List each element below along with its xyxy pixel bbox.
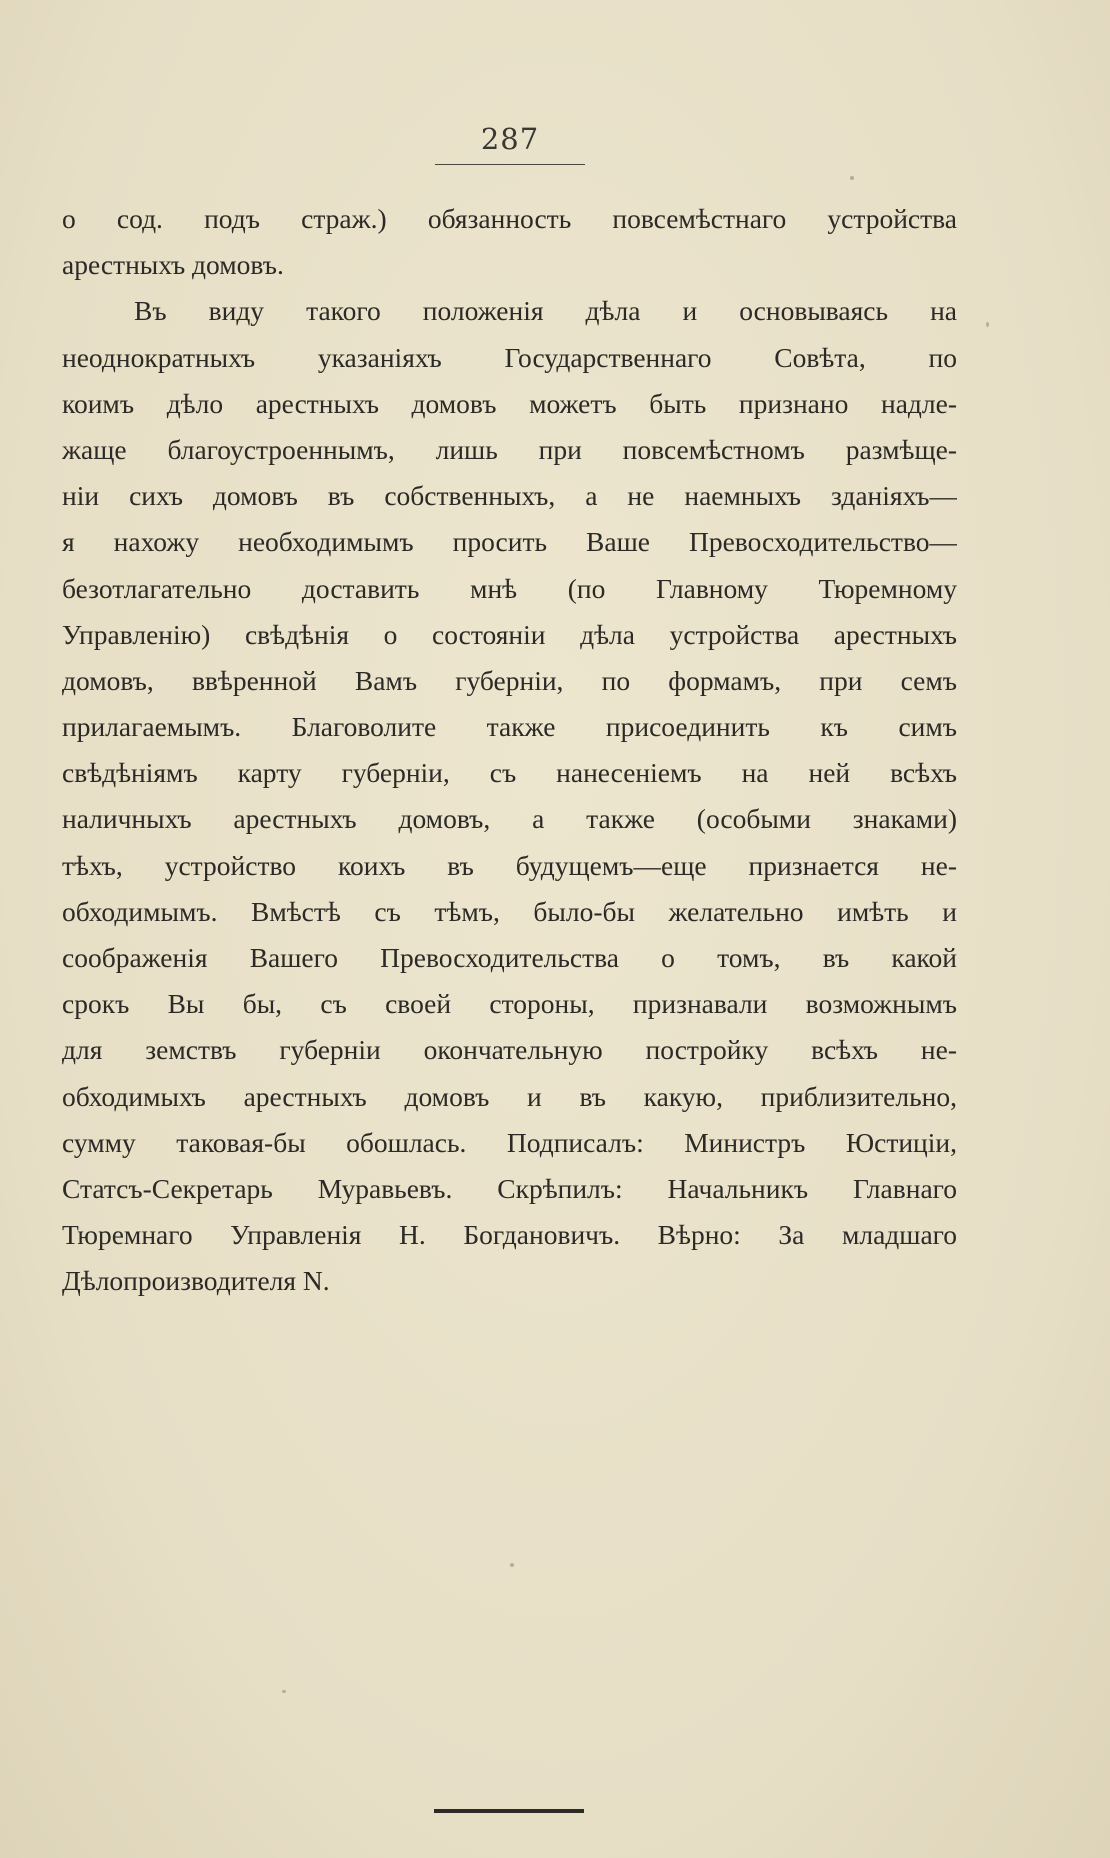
text-line: коимъ дѣло арестныхъ домовъ можетъ быть признано надле- [62,387,957,419]
paper-speck [510,1563,514,1567]
text-line: неоднократныхъ указаніяхъ Государственнаго Совѣта, по [62,341,957,373]
header-rule [435,164,585,165]
body-text [62,196,957,1305]
text-line: жаще благоустроеннымъ, лишь при повсемѣстномъ размѣще- [62,433,957,465]
paper-speck [986,322,989,327]
text-line: Статсъ-Секретарь Муравьевъ. Скрѣпилъ: Начальникъ Главнаго [62,1172,957,1204]
end-rule [434,1809,584,1813]
text-line: безотлагательно доставить мнѣ (по Главному Тюремному [62,572,957,604]
text-line: Въ виду такого положенія дѣла и основываясь на [134,295,957,327]
text-line: наличныхъ арестныхъ домовъ, а также (особыми знаками) [62,803,957,835]
text-line: обходимыхъ арестныхъ домовъ и въ какую, приблизительно, [62,1080,957,1112]
text-line: сумму таковая-бы обошлась. Подписалъ: Министръ Юстиціи, [62,1126,957,1158]
text-line: арестныхъ домовъ. [62,249,284,281]
paper-speck [282,1690,286,1693]
text-line: свѣдѣніямъ карту губерніи, съ нанесеніемъ на ней всѣхъ [62,757,957,789]
text-line: соображенія Вашего Превосходительства о томъ, въ какой [62,942,957,973]
text-line: я нахожу необходимымъ просить Ваше Превосходительство— [62,526,957,558]
text-line: домовъ, ввѣренной Вамъ губерніи, по формамъ, при семъ [62,664,957,696]
text-line: Управленію) свѣдѣнія о состояніи дѣла устройства арестныхъ [62,618,957,650]
text-line: о сод. подъ страж.) обязанность повсемѣстнаго устройства [62,203,957,234]
text-line: срокъ Вы бы, съ своей стороны, признавали возможнымъ [62,988,957,1020]
paper-speck [850,176,854,180]
text-line: ніи сихъ домовъ въ собственныхъ, а не наемныхъ зданіяхъ— [62,480,957,512]
text-line: Дѣлопроизводителя N. [62,1265,330,1297]
page-number: 287 [480,122,540,156]
text-line: обходимымъ. Вмѣстѣ съ тѣмъ, было-бы желательно имѣть и [62,895,957,927]
text-line: Тюремнаго Управленія Н. Богдановичъ. Вѣрно: За младшаго [62,1219,957,1251]
text-line: прилагаемымъ. Благоволите также присоединить къ симъ [62,711,957,743]
text-line: тѣхъ, устройство коихъ въ будущемъ—еще признается не- [62,849,957,881]
text-line: для земствъ губерніи окончательную постройку всѣхъ не- [62,1034,957,1066]
